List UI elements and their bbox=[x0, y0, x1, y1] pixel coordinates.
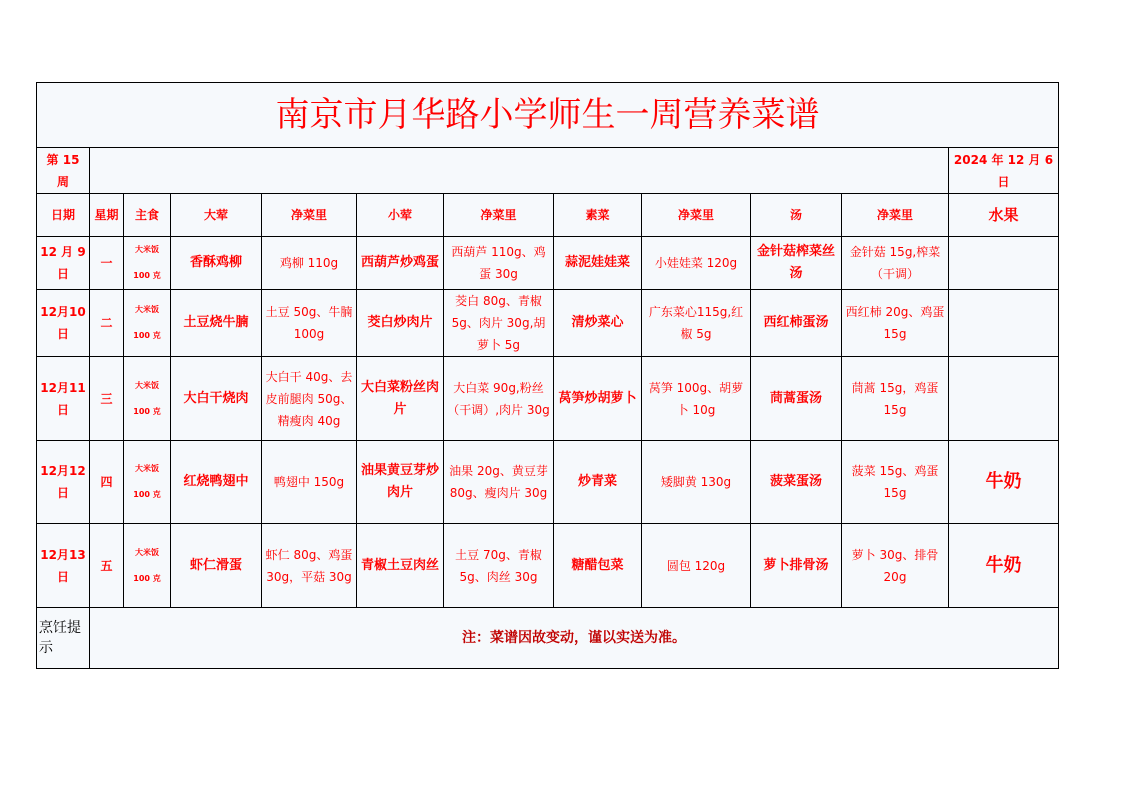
fruit-cell: 牛奶 bbox=[949, 441, 1059, 524]
weekday-cell: 三 bbox=[90, 357, 124, 441]
vegetable-cell: 莴笋炒胡萝卜 bbox=[554, 357, 642, 441]
soup-qty-cell: 菠菜 15g、鸡蛋 15g bbox=[842, 441, 949, 524]
staple-cell bbox=[124, 290, 171, 357]
menu-row bbox=[37, 237, 1059, 290]
main-dish-cell: 大白干烧肉 bbox=[171, 357, 262, 441]
date-cell: 12月13 日 bbox=[37, 524, 90, 608]
vegetable-qty-cell: 圆包 120g bbox=[642, 524, 751, 608]
column-header: 素菜 bbox=[554, 194, 642, 237]
date-cell: 12月11 日 bbox=[37, 357, 90, 441]
column-header: 净菜里 bbox=[444, 194, 554, 237]
column-header: 日期 bbox=[37, 194, 90, 237]
staple-text: 100 克 bbox=[133, 331, 161, 340]
column-header: 净菜里 bbox=[262, 194, 357, 237]
soup-qty-cell: 金针菇 15g,榨菜（干调） bbox=[842, 237, 949, 290]
soup-qty-cell: 茼蒿 15g，鸡蛋 15g bbox=[842, 357, 949, 441]
fruit-cell: 牛奶 bbox=[949, 524, 1059, 608]
date-cell: 12月10 日 bbox=[37, 290, 90, 357]
soup-qty-cell: 西红柿 20g、鸡蛋 15g bbox=[842, 290, 949, 357]
main-dish-cell: 土豆烧牛腩 bbox=[171, 290, 262, 357]
main-dish-cell: 香酥鸡柳 bbox=[171, 237, 262, 290]
staple-text: 大米饭 bbox=[135, 547, 159, 557]
fruit-cell bbox=[949, 357, 1059, 441]
column-header: 星期 bbox=[90, 194, 124, 237]
side-dish-cell: 茭白炒肉片 bbox=[357, 290, 444, 357]
vegetable-qty-cell: 小娃娃菜 120g bbox=[642, 237, 751, 290]
staple-cell bbox=[124, 237, 171, 290]
side-dish-cell: 西葫芦炒鸡蛋 bbox=[357, 237, 444, 290]
main-dish-qty-cell: 土豆 50g、牛腩 100g bbox=[262, 290, 357, 357]
staple-cell bbox=[124, 441, 171, 524]
main-dish-qty-cell: 虾仁 80g、鸡蛋 30g，平菇 30g bbox=[262, 524, 357, 608]
staple-text: 大米饭 bbox=[135, 380, 159, 390]
staple-text: 100 克 bbox=[133, 406, 161, 416]
side-dish-cell: 大白菜粉丝肉片 bbox=[357, 357, 444, 441]
column-header: 大荤 bbox=[171, 194, 262, 237]
main-dish-qty-cell: 大白干 40g、去皮前腿肉 50g、精瘦肉 40g bbox=[262, 357, 357, 441]
main-dish-qty-cell: 鸭翅中 150g bbox=[262, 441, 357, 524]
date-label: 2024 年 12 月 6 日 bbox=[949, 148, 1059, 194]
staple-text: 大米饭 bbox=[135, 305, 159, 314]
blank-cell bbox=[90, 148, 949, 194]
weekday-cell: 二 bbox=[90, 290, 124, 357]
soup-cell: 茼蒿蛋汤 bbox=[751, 357, 842, 441]
date-cell: 12 月 9 日 bbox=[37, 237, 90, 290]
column-header: 水果 bbox=[949, 194, 1059, 237]
week-label: 第 15 周 bbox=[37, 148, 90, 194]
menu-note: 注：菜谱因故变动，谨以实送为准。 bbox=[90, 608, 1059, 669]
vegetable-cell: 糖醋包菜 bbox=[554, 524, 642, 608]
staple-text: 100 克 bbox=[133, 271, 161, 280]
column-header: 汤 bbox=[751, 194, 842, 237]
side-dish-qty-cell: 茭白 80g、青椒 5g、肉片 30g,胡萝卜 5g bbox=[444, 290, 554, 357]
menu-row bbox=[37, 290, 1059, 357]
column-header: 主食 bbox=[124, 194, 171, 237]
soup-cell: 金针菇榨菜丝汤 bbox=[751, 237, 842, 290]
weekday-cell: 四 bbox=[90, 441, 124, 524]
weekday-cell: 五 bbox=[90, 524, 124, 608]
vegetable-cell: 炒青菜 bbox=[554, 441, 642, 524]
side-dish-qty-cell: 土豆 70g、青椒 5g、肉丝 30g bbox=[444, 524, 554, 608]
vegetable-qty-cell: 矮脚黄 130g bbox=[642, 441, 751, 524]
column-header: 净菜里 bbox=[642, 194, 751, 237]
staple-text: 大米饭 bbox=[135, 245, 159, 254]
column-header: 净菜里 bbox=[842, 194, 949, 237]
main-dish-qty-cell: 鸡柳 110g bbox=[262, 237, 357, 290]
soup-cell: 萝卜排骨汤 bbox=[751, 524, 842, 608]
staple-cell bbox=[124, 357, 171, 441]
soup-cell: 西红柿蛋汤 bbox=[751, 290, 842, 357]
side-dish-cell: 油果黄豆芽炒肉片 bbox=[357, 441, 444, 524]
staple-text: 大米饭 bbox=[135, 464, 159, 473]
staple-cell bbox=[124, 524, 171, 608]
side-dish-qty-cell: 西葫芦 110g、鸡蛋 30g bbox=[444, 237, 554, 290]
menu-row bbox=[37, 441, 1059, 524]
menu-row bbox=[37, 524, 1059, 608]
vegetable-qty-cell: 莴笋 100g、胡萝卜 10g bbox=[642, 357, 751, 441]
fruit-cell bbox=[949, 290, 1059, 357]
cooking-tip-label: 烹饪提示 bbox=[37, 608, 90, 669]
side-dish-cell: 青椒土豆肉丝 bbox=[357, 524, 444, 608]
staple-text: 100 克 bbox=[133, 490, 161, 499]
main-dish-cell: 红烧鸭翅中 bbox=[171, 441, 262, 524]
page-title: 南京市月华路小学师生一周营养菜谱 bbox=[37, 83, 1059, 148]
soup-qty-cell: 萝卜 30g、排骨 20g bbox=[842, 524, 949, 608]
vegetable-qty-cell: 广东菜心115g,红椒 5g bbox=[642, 290, 751, 357]
weekly-menu-table bbox=[36, 82, 1059, 669]
vegetable-cell: 蒜泥娃娃菜 bbox=[554, 237, 642, 290]
main-dish-cell: 虾仁滑蛋 bbox=[171, 524, 262, 608]
side-dish-qty-cell: 油果 20g、黄豆芽 80g、瘦肉片 30g bbox=[444, 441, 554, 524]
side-dish-qty-cell: 大白菜 90g,粉丝（干调）,肉片 30g bbox=[444, 357, 554, 441]
staple-text: 100 克 bbox=[133, 573, 161, 583]
date-cell: 12月12 日 bbox=[37, 441, 90, 524]
column-header: 小荤 bbox=[357, 194, 444, 237]
fruit-cell bbox=[949, 237, 1059, 290]
soup-cell: 菠菜蛋汤 bbox=[751, 441, 842, 524]
weekday-cell: 一 bbox=[90, 237, 124, 290]
menu-row bbox=[37, 357, 1059, 441]
vegetable-cell: 清炒菜心 bbox=[554, 290, 642, 357]
